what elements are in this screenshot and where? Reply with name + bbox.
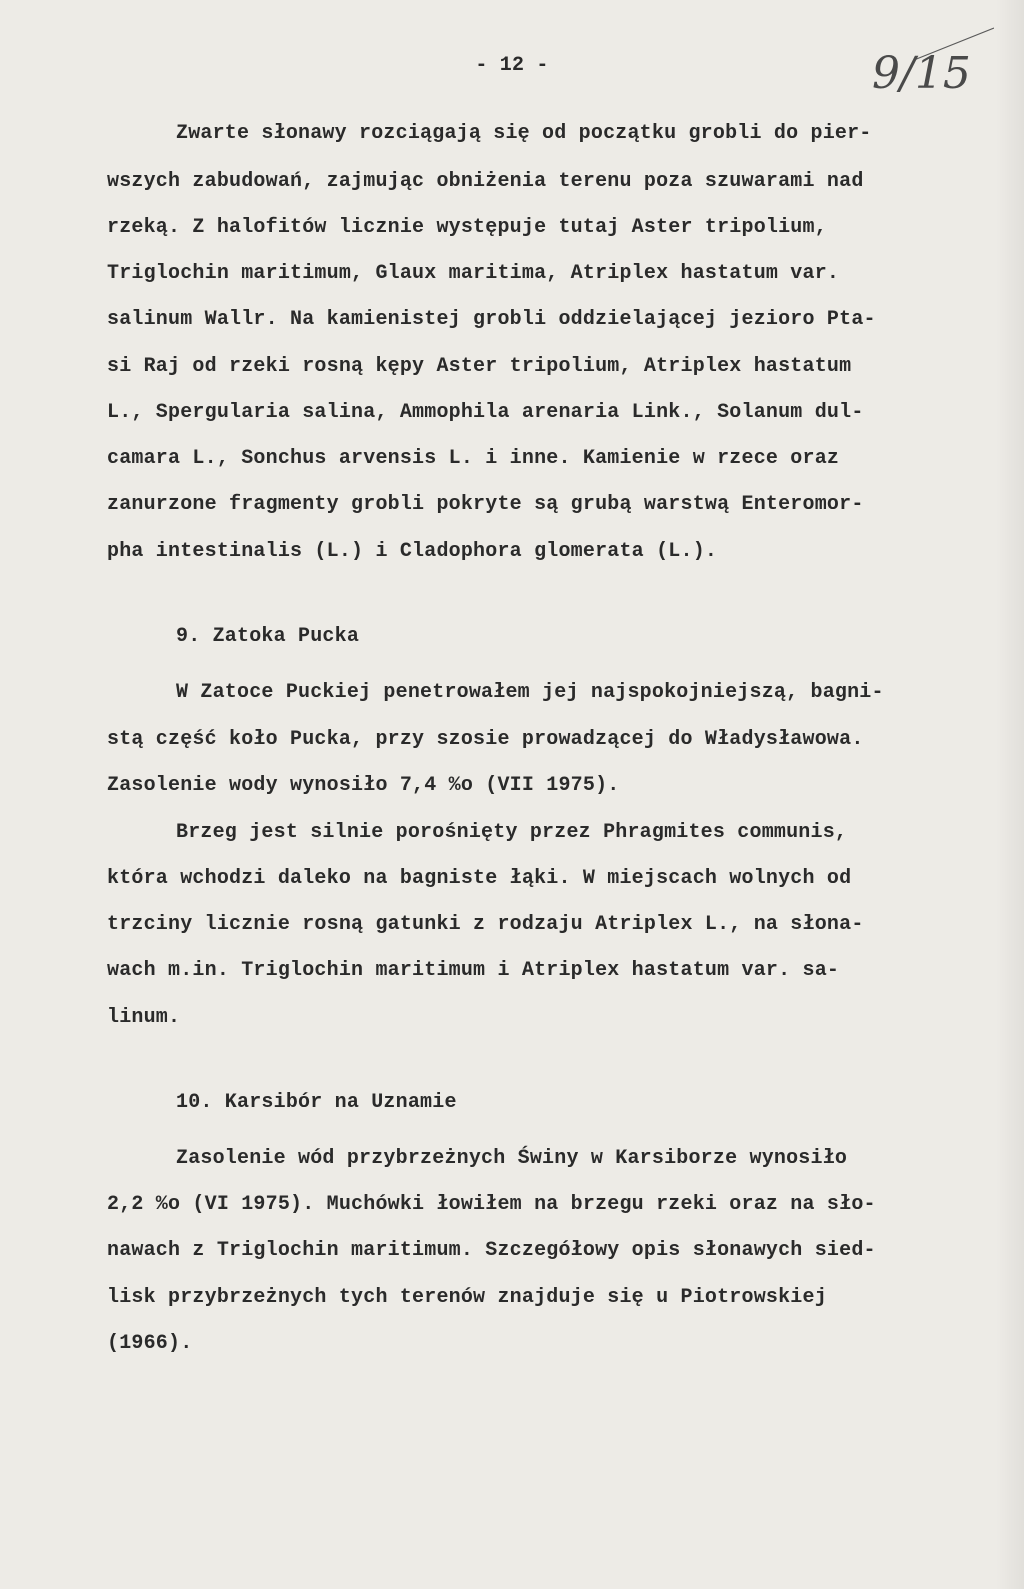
paragraph-1-line-4: Triglochin maritimum, Glaux maritima, Atriplex hastatum var. bbox=[107, 262, 840, 285]
paragraph-2-line-3: Zasolenie wody wynosiło 7,4 %o (VII 1975). bbox=[107, 774, 620, 797]
handwritten-page-annotation bbox=[854, 20, 994, 110]
page-number: - 12 - bbox=[475, 54, 549, 77]
page-edge-shadow bbox=[996, 0, 1024, 1589]
paragraph-1-line-6: si Raj od rzeki rosną kępy Aster tripolium, Atriplex hastatum bbox=[107, 355, 852, 378]
paragraph-1-line-7: L., Spergularia salina, Ammophila arenaria Link., Solanum dul- bbox=[107, 401, 864, 424]
paragraph-3-line-3: trzciny licznie rosną gatunki z rodzaju Atriplex L., na słona- bbox=[107, 913, 864, 936]
paragraph-4-line-4: lisk przybrzeżnych tych terenów znajduje się u Piotrowskiej bbox=[107, 1286, 827, 1309]
paragraph-2-line-2: stą część koło Pucka, przy szosie prowadzącej do Władysławowa. bbox=[107, 728, 864, 751]
paragraph-3-line-2: która wchodzi daleko na bagniste łąki. W miejscach wolnych od bbox=[107, 867, 852, 890]
paragraph-3-line-5: linum. bbox=[107, 1006, 181, 1029]
section-heading-zatoka-pucka: 9. Zatoka Pucka bbox=[176, 625, 360, 648]
paragraph-1-line-8: camara L., Sonchus arvensis L. i inne. Kamienie w rzece oraz bbox=[107, 447, 840, 470]
paragraph-1-line-1: Zwarte słonawy rozciągają się od początku grobli do pier- bbox=[176, 122, 872, 145]
paragraph-4-line-2: 2,2 %o (VI 1975). Muchówki łowiłem na brzegu rzeki oraz na sło- bbox=[107, 1193, 876, 1216]
paragraph-4-line-1: Zasolenie wód przybrzeżnych Świny w Karsiborze wynosiło bbox=[176, 1147, 848, 1170]
paragraph-4-line-5: (1966). bbox=[107, 1332, 193, 1355]
paragraph-1-line-9: zanurzone fragmenty grobli pokryte są grubą warstwą Enteromor- bbox=[107, 493, 864, 516]
paragraph-1-line-5: salinum Wallr. Na kamienistej grobli oddzielającej jezioro Pta- bbox=[107, 308, 876, 331]
paragraph-4-line-3: nawach z Triglochin maritimum. Szczegółowy opis słonawych sied- bbox=[107, 1239, 876, 1262]
handwritten-annotation-text: 9/15 bbox=[872, 48, 971, 99]
paragraph-1-line-2: wszych zabudowań, zajmując obniżenia terenu poza szuwarami nad bbox=[107, 170, 864, 193]
paragraph-3-line-4: wach m.in. Triglochin maritimum i Atriplex hastatum var. sa- bbox=[107, 959, 840, 982]
paragraph-1-line-3: rzeką. Z halofitów licznie występuje tutaj Aster tripolium, bbox=[107, 216, 827, 239]
section-heading-karsibor: 10. Karsibór na Uznamie bbox=[176, 1091, 457, 1114]
paragraph-1-line-10: pha intestinalis (L.) i Cladophora glomerata (L.). bbox=[107, 540, 718, 563]
paragraph-2-line-1: W Zatoce Puckiej penetrowałem jej najspokojniejszą, bagni- bbox=[176, 681, 884, 704]
paragraph-3-line-1: Brzeg jest silnie porośnięty przez Phragmites communis, bbox=[176, 821, 848, 844]
